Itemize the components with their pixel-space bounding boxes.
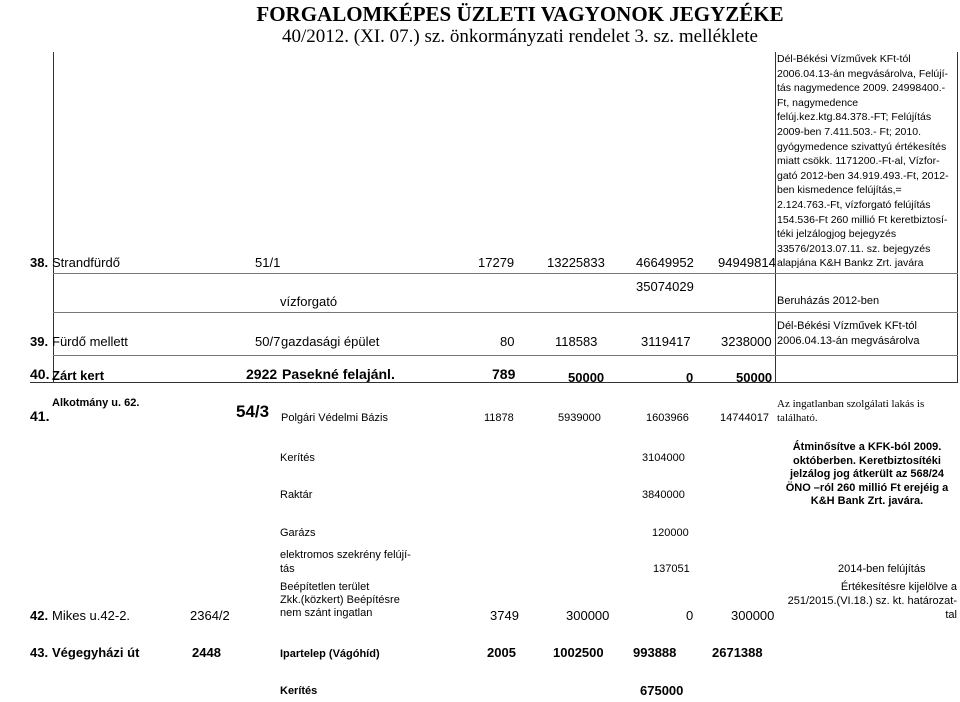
- area-value: 80: [500, 334, 515, 349]
- value-1: 300000: [566, 608, 610, 623]
- note-line: 2.124.763.-Ft, vízforgató felújítás: [777, 198, 931, 211]
- item-value: 137051: [653, 563, 690, 575]
- note-line: ÖNO –ról 260 millió Ft erejéig a: [785, 481, 949, 494]
- value-2: 46649952: [636, 255, 694, 270]
- note-line: Átminősítve a KFK-ból 2009.: [792, 441, 942, 453]
- row-number: 38.: [30, 255, 49, 270]
- note-line: 154.536-Ft 260 millió Ft keretbiztosí-: [777, 213, 948, 226]
- area-value: 17279: [478, 255, 515, 270]
- property-name: Mikes u.42-2.: [52, 608, 131, 623]
- value-1: 118583: [555, 334, 598, 349]
- value-3: 2671388: [712, 645, 763, 660]
- area-value: 2005: [487, 645, 516, 660]
- value-2: 3119417: [641, 334, 691, 349]
- label-line: Beépítetlen terület: [280, 581, 370, 593]
- value-3: 50000: [736, 370, 773, 385]
- row-divider-40: [53, 355, 958, 356]
- row-39-note: [777, 319, 919, 349]
- row-number: 39.: [30, 334, 49, 349]
- item-value: 3840000: [642, 489, 685, 501]
- page-title: FORGALOMKÉPES ÜZLETI VAGYONOK JEGYZÉKE: [256, 2, 784, 26]
- item-note: 2014-ben felújítás: [838, 563, 926, 575]
- property-name: Végegyházi út: [52, 645, 140, 660]
- property-type: Pasekné felajánl.: [282, 366, 395, 382]
- parcel-number: 51/1: [255, 255, 281, 270]
- value-1: 5939000: [558, 412, 601, 424]
- note-line: 2006.04.13-án megvásárolva: [777, 335, 920, 347]
- note-line: Dél-Békési Vízművek KFt-tól: [777, 320, 917, 332]
- note-line: Dél-Békési Vízművek KFt-tól: [777, 53, 911, 65]
- value-3: 94949814: [718, 255, 776, 270]
- row-divider-41: [30, 382, 958, 383]
- area-value: 789: [492, 366, 516, 382]
- property-type: Polgári Védelmi Bázis: [281, 412, 388, 424]
- parcel-number: 2922: [246, 366, 278, 382]
- label-line: nem szánt ingatlan: [280, 607, 373, 619]
- row-42-note: [777, 580, 957, 622]
- row-41-sub-note: [777, 441, 957, 509]
- value-3: 300000: [731, 608, 775, 623]
- note-line: téki jelzálogjog bejegyzés: [777, 228, 897, 241]
- value-2: 0: [686, 608, 694, 623]
- row-divider-39: [53, 312, 958, 313]
- note-line: Értékesítésre kijelölve a: [840, 581, 957, 593]
- note-line: ben kismedence felújítás,=: [777, 184, 902, 197]
- note-col-right-border: [957, 52, 958, 382]
- label-line: tás: [280, 563, 295, 575]
- value-2: 0: [686, 370, 694, 385]
- note-col-left-border: [775, 52, 776, 382]
- note-line: található.: [777, 412, 818, 424]
- property-name: Fürdő mellett: [52, 334, 128, 349]
- value-3: 3238000: [721, 334, 772, 349]
- row-38-note: [777, 52, 949, 271]
- note-line: 33576/2013.07.11. sz. bejegyzés: [777, 242, 931, 255]
- parcel-number: 50/7: [255, 334, 281, 349]
- value-1: 1002500: [553, 645, 604, 660]
- item-label: Kerítés: [280, 685, 318, 697]
- note-line: tás nagymedence 2009. 24998400.-: [777, 82, 946, 95]
- note-line: októberben. Keretbiztosítéki: [793, 454, 941, 467]
- note-line: Ft, nagymedence: [777, 96, 859, 109]
- row-41-note: [777, 397, 924, 425]
- item-label: [280, 548, 411, 576]
- row-divider-38: [53, 273, 958, 274]
- property-name: Zárt kert: [52, 368, 105, 383]
- item-value: 675000: [640, 683, 684, 698]
- item-label: Garázs: [280, 527, 316, 539]
- property-type: [280, 581, 400, 620]
- parcel-number: 2364/2: [190, 608, 230, 623]
- note-line: tal: [945, 609, 957, 621]
- item-label: Kerítés: [280, 452, 315, 464]
- property-type: Ipartelep (Vágóhíd): [280, 648, 380, 660]
- label-line: elektromos szekrény felújí-: [280, 549, 411, 561]
- value-1: 50000: [568, 370, 605, 385]
- note-line: 2006.04.13-án megvásárolva, Felújí-: [777, 67, 949, 80]
- value-2: 993888: [633, 645, 677, 660]
- note-line: 2009-ben 7.411.503.- Ft; 2010.: [777, 125, 921, 138]
- item-value: 35074029: [636, 279, 694, 294]
- value-3: 14744017: [720, 412, 769, 424]
- parcel-number: 2448: [192, 645, 221, 660]
- item-label: vízforgató: [280, 294, 338, 309]
- property-type: gazdasági épület: [281, 334, 380, 349]
- note-line: felúj.kez.ktg.84.378.-FT; Felújítás: [777, 111, 932, 124]
- note-line: gató 2012-ben 34.919.493.-Ft, 2012-: [777, 169, 949, 182]
- note-line: 251/2015.(VI.18.) sz. kt. határozat-: [787, 595, 957, 607]
- note-line: miatt csökk. 1171200.-Ft-al, Vízfor-: [777, 155, 940, 168]
- item-note: Beruházás 2012-ben: [777, 295, 880, 307]
- note-line: K&H Bank Zrt. javára.: [810, 495, 924, 507]
- note-line: Az ingatlanban szolgálati lakás is: [777, 398, 925, 410]
- property-name: Strandfürdő: [52, 255, 120, 270]
- row-number: 42.: [30, 608, 49, 623]
- row-number: 41.: [30, 408, 50, 424]
- note-line: gyógymedence szivattyú értékesítés: [777, 140, 947, 153]
- value-1: 13225833: [547, 255, 605, 270]
- note-line: jelzálog jog átkerült az 568/24: [789, 468, 945, 480]
- value-2: 1603966: [646, 412, 689, 424]
- left-border: [53, 52, 54, 382]
- property-name: Alkotmány u. 62.: [52, 397, 140, 409]
- parcel-number: 54/3: [236, 402, 270, 421]
- area-value: 3749: [490, 608, 519, 623]
- item-value: 3104000: [642, 452, 685, 464]
- area-value: 11878: [484, 412, 514, 424]
- label-line: Zkk.(közkert) Beépítésre: [280, 594, 400, 606]
- row-number: 40.: [30, 366, 50, 382]
- note-line: alapjána K&H Bankz Zrt. javára: [777, 257, 924, 270]
- item-label: Raktár: [280, 489, 313, 501]
- page-subtitle: 40/2012. (XI. 07.) sz. önkormányzati rendelet 3. sz. melléklete: [282, 26, 758, 47]
- row-number: 43.: [30, 645, 49, 660]
- item-value: 120000: [652, 527, 689, 539]
